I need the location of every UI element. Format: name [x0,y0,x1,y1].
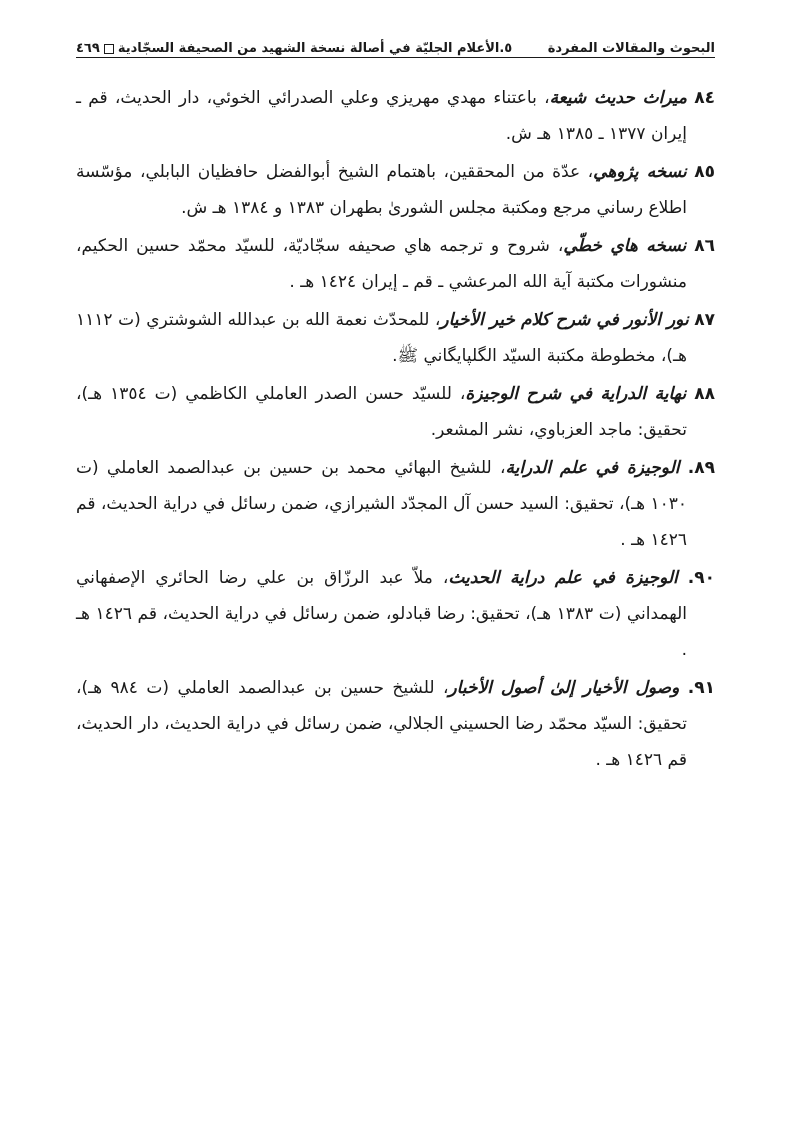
bibliography-entry-87 [76,302,715,374]
entry-details: ، ملاّ عبد الرزّاق بن علي رضا الحائري الإصفهاني الهمداني (ت ١٣٨٣ هـ)، تحقيق: رضا قبادلو، ضمن رسائل في دراية الحديث، قم ١٤٢٦ هـ . [76,568,687,660]
square-outline-icon [104,44,114,54]
entry-number: ٨٤ [694,88,715,108]
entry-title: نهاية الدراية في شرح الوجيزة [465,384,687,404]
bibliography-entry-85 [76,154,715,226]
entry-title: نور الأنور في شرح كلام خير الأخيار [440,310,689,330]
bibliography-entry-84 [76,80,715,152]
entry-number: ٨٦ [694,236,716,256]
running-header [76,30,715,56]
entry-title: وصول الأخيار إلىٰ أصول الأخبار [448,678,680,698]
entry-title: الوجيزة في علم دراية الحديث [448,568,678,588]
header-chapter-group [76,41,512,56]
entry-number: ٩١. [687,678,715,698]
entry-details: ، للشيخ البهائي محمد بن حسين بن عبدالصمد العاملي (ت ١٠٣٠ هـ)، تحقيق: السيد حسن آل المجدّد الشيرازي، ضمن رسائل في دراية الحديث، قم ١٤٢٦ هـ . [76,458,687,550]
entry-details: ، للمحدّث نعمة الله بن عبدالله الشوشتري (ت ١١١٢ هـ)، مخطوطة مكتبة السيّد الگلپايگاني ﷺ. [76,310,687,366]
entry-title: ميراث حديث شيعة [549,88,687,108]
bibliography-entry-90 [76,560,715,668]
entry-number: ٨٩. [687,458,716,478]
bibliography-list [76,80,715,780]
entry-details: ، باعتناء مهدي مهريزي وعلي الصدرائي الخوئي، دار الحديث، قم ـ إيران ١٣٧٧ ـ ١٣٨٥ هـ ش. [76,88,687,144]
entry-number: ٩٠. [687,568,715,588]
bibliography-entry-91 [76,670,715,778]
entry-number: ٨٧ [694,310,716,330]
bibliography-entry-86 [76,228,715,300]
header-chapter-title: ٥.الأعلام الجليّة في أصالة نسخة الشهيد من الصحيفة السجّادية [117,41,513,56]
entry-title: نسخه هاي خطّي [563,236,687,256]
entry-details: ، للشيخ حسين بن عبدالصمد العاملي (ت ٩٨٤ هـ)، تحقيق: السيّد محمّد رضا الحسيني الجلالي، ضمن رسائل في دراية الحديث، دار الحديث، قم ١٤٢٦ هـ . [76,678,687,770]
entry-details: ، للسيّد حسن الصدر العاملي الكاظمي (ت ١٣٥٤ هـ)، تحقيق: ماجد العزباوي، نشر المشعر. [76,384,687,440]
page-number: ٤٦٩ [76,41,100,56]
bibliography-entry-88 [76,376,715,448]
entry-number: ٨٨ [694,384,716,404]
bibliography-entry-89 [76,450,715,558]
entry-title: نسخه پژوهي [593,162,687,182]
entry-details: ، عدّة من المحققين، باهتمام الشيخ أبوالفضل حافظيان البابلي، مؤسّسة اطلاع رساني مرجع ومكتبة مجلس الشورىٰ بطهران ١٣٨٣ و ١٣٨٤ هـ ش. [76,162,687,218]
entry-title: الوجيزة في علم الدراية [505,458,680,478]
entry-details: ، شروح و ترجمه هاي صحيفه سجّاديّة، للسيّد محمّد حسين الحكيم، منشورات مكتبة آية الله المرعشي ـ قم ـ إيران ١٤٢٤ هـ . [76,236,687,292]
header-divider [76,57,715,58]
header-section-title: البحوث والمقالات المفردة [547,41,715,56]
entry-number: ٨٥ [694,162,716,182]
